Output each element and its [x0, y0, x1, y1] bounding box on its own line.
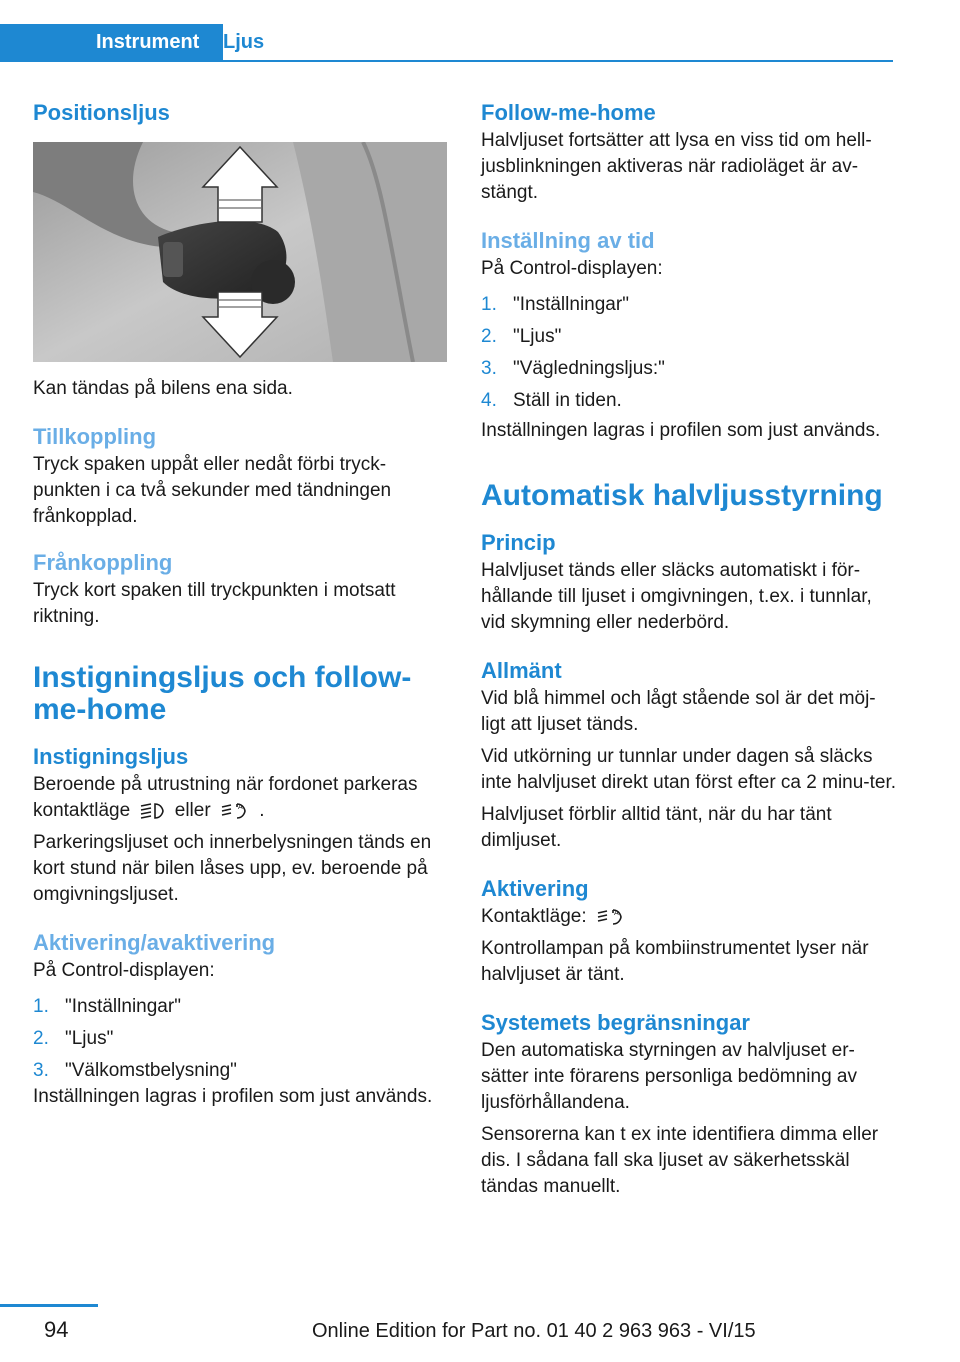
text-lagras-right: Inställningen lagras i profilen som just används. [481, 420, 881, 441]
low-beam-icon [139, 801, 165, 821]
heading-positionsljus: Positionsljus [33, 100, 170, 125]
text-parkering: Parkeringsljuset och innerbelysningen tänds en kort stund när bilen låses upp, ev. beroende på omgivningsljuset. [33, 832, 432, 905]
lever-photo [33, 142, 447, 362]
heading-frankoppling: Frånkoppling [33, 550, 173, 575]
list-text: "Vägledningsljus:" [513, 358, 665, 379]
auto-light-icon [220, 801, 250, 821]
list-num: 4. [481, 390, 497, 411]
heading-follow-me-home: Follow-me-home [481, 100, 656, 125]
header-bar [0, 0, 960, 62]
footer-edition: Online Edition for Part no. 01 40 2 963 963 - VI/15 [312, 1320, 756, 1342]
list-num: 1. [481, 294, 497, 315]
text-pa-control-right: På Control-displayen: [481, 258, 663, 279]
header-divider [0, 60, 893, 62]
text-allmant-1: Vid blå himmel och lågt stående sol är det möj-ligt att ljuset tänds. [481, 688, 876, 735]
list-item [481, 356, 899, 382]
svg-text:A: A [613, 909, 619, 917]
list-text: "Inställningar" [513, 294, 629, 315]
auto-light-icon [596, 907, 626, 927]
text-kontrollampan: Kontrollampan på kombiinstrumentet lyser när halvljuset är tänt. [481, 938, 869, 985]
text-systemets-2: Sensorerna kan t ex inte identifiera dimma eller dis. I sådana fall ska ljuset av säkerhetsskäl tändas manuellt. [481, 1124, 879, 1197]
text-follow: Halvljuset fortsätter att lysa en viss tid om hell-jusblinkningen aktiveras när radioläget är av-stängt. [481, 130, 872, 203]
text-lagras-left: Inställningen lagras i profilen som just används. [33, 1086, 433, 1107]
tab-ljus[interactable] [223, 24, 303, 61]
list-num: 3. [481, 358, 497, 379]
svg-text:A: A [237, 803, 243, 811]
list-num: 1. [33, 996, 49, 1017]
list-num: 2. [33, 1028, 49, 1049]
list-item [481, 388, 899, 414]
heading-princip: Princip [481, 530, 556, 555]
text-kan-tandas: Kan tändas på bilens ena sida. [33, 378, 293, 399]
list-item [481, 324, 899, 350]
list-item [481, 292, 899, 318]
text-kontaktlage [481, 904, 899, 930]
list-item [33, 1026, 447, 1052]
list-num: 2. [481, 326, 497, 347]
list-left [33, 994, 447, 1084]
text-beroende-eller: eller [174, 800, 211, 821]
text-beroende-end: . [259, 800, 265, 821]
list-num: 3. [33, 1060, 49, 1081]
list-item [33, 994, 447, 1020]
tab-instrument-label: Instrument [96, 31, 200, 53]
left-column [33, 100, 447, 1110]
text-beroende [33, 772, 447, 824]
text-allmant-2: Vid utkörning ur tunnlar under dagen så släcks inte halvljuset direkt utan först efter ca 2 minu-ter. [481, 746, 897, 793]
text-systemets-1: Den automatiska styrningen av halvljuset er-sätter inte förarens personliga bedömning av ljusförhållandena. [481, 1040, 858, 1113]
heading-allmant: Allmänt [481, 658, 562, 683]
heading-aktivering-avaktivering: Aktivering/avaktivering [33, 930, 276, 955]
list-text: "Inställningar" [65, 996, 181, 1017]
heading-tillkoppling: Tillkoppling [33, 424, 157, 449]
heading-instigningsljus-follow: Instigningsljus och follow-me-home [33, 661, 412, 726]
heading-automatisk: Automatisk halvljusstyrning [481, 479, 883, 512]
footer-divider [0, 1304, 98, 1307]
text-beroende-part1: Beroende på utrustning när fordonet parkeras kontaktläge [33, 774, 418, 821]
heading-systemets: Systemets begränsningar [481, 1010, 750, 1035]
tab-instrument[interactable] [0, 24, 223, 61]
right-column [481, 100, 899, 1200]
text-frankoppling: Tryck kort spaken till tryckpunkten i motsatt riktning. [33, 580, 396, 627]
text-pa-control-left: På Control-displayen: [33, 960, 215, 981]
list-item [33, 1058, 447, 1084]
list-text: "Ljus" [65, 1028, 114, 1049]
heading-instigningsljus: Instigningsljus [33, 744, 189, 769]
tab-ljus-label: Ljus [223, 31, 265, 53]
page-number: 94 [44, 1317, 69, 1342]
heading-installning: Inställning av tid [481, 228, 655, 253]
list-text: Ställ in tiden. [513, 390, 622, 411]
list-text: "Ljus" [513, 326, 562, 347]
list-right [481, 292, 899, 414]
list-text: "Välkomstbelysning" [65, 1060, 237, 1081]
text-tillkoppling: Tryck spaken uppåt eller nedåt förbi tryck-punkten i ca två sekunder med tändningen frånkopplad. [33, 454, 392, 527]
text-princip: Halvljuset tänds eller släcks automatiskt i för-hållande till ljuset i omgivningen, t.ex. i tunnlar, vid skymning eller nederbörd. [481, 560, 872, 633]
text-kontaktlage-label: Kontaktläge: [481, 906, 587, 927]
text-allmant-3: Halvljuset förblir alltid tänt, när du har tänt dimljuset. [481, 804, 832, 851]
heading-aktivering: Aktivering [481, 876, 589, 901]
